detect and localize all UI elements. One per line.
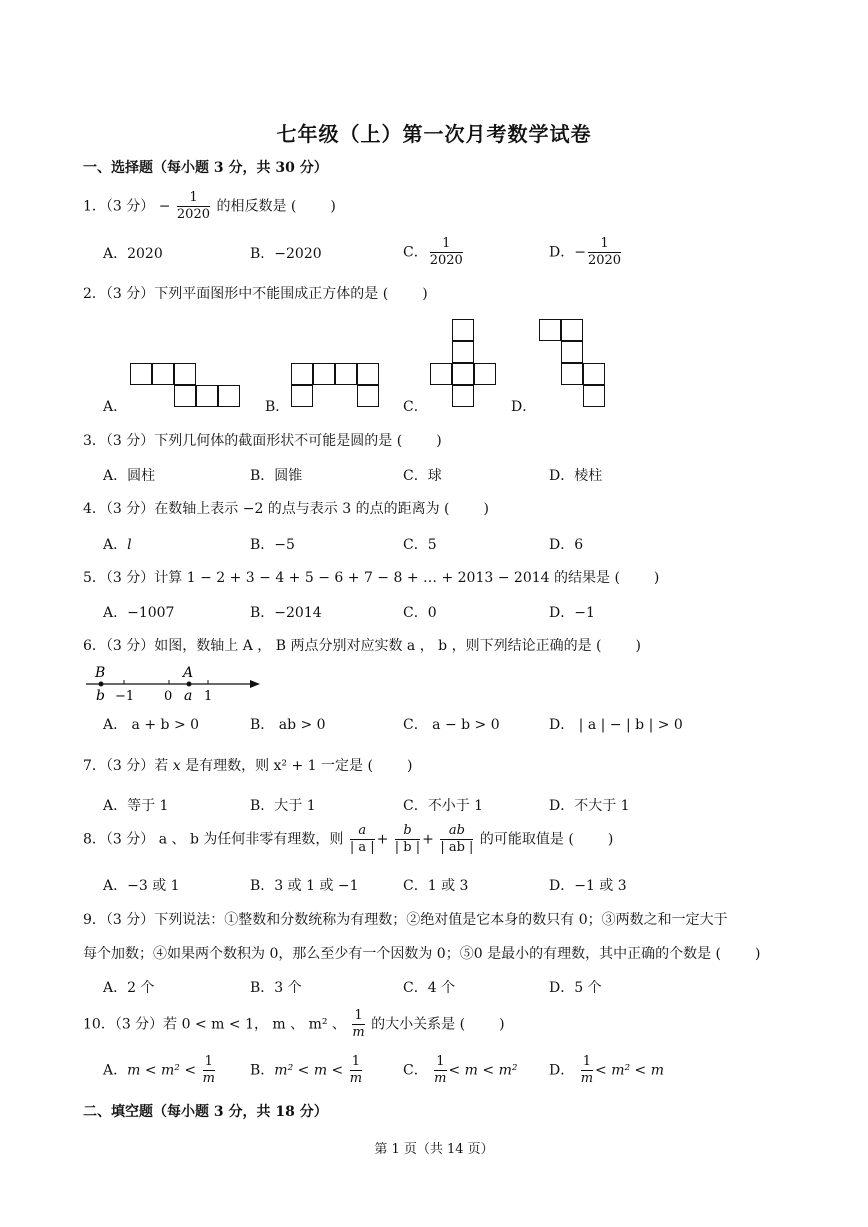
q6-option-a: A． a + b > 0	[103, 717, 200, 733]
q2-option-a: A．	[103, 399, 128, 415]
q6-option-b: B． ab > 0	[250, 717, 326, 733]
q1-option-c: C． $\frac{1}{2020}$	[403, 236, 463, 268]
question-7: 7．（3 分）若 x 是有理数，则 x² + 1 一定是 ( )	[83, 758, 413, 774]
minus-one-label: −1	[115, 689, 135, 704]
q7-option-d: D．不大于 1	[549, 798, 630, 814]
q5-option-b: B．−2014	[250, 605, 322, 621]
q10-option-a: A．m < m² < $\frac{1}{m}$	[103, 1054, 215, 1086]
q8-option-b: B．3 或 1 或 −1	[250, 878, 359, 894]
q6-option-c: C． a − b > 0	[403, 717, 500, 733]
q2-option-c: C．	[403, 399, 428, 415]
q4-option-c: C．5	[403, 537, 437, 553]
q1-text: 的相反数是 (	[216, 198, 297, 215]
q10-option-b: B．m² < m < $\frac{1}{m}$	[250, 1054, 363, 1086]
section-1-heading: 一、选择题（每小题 3 分，共 30 分）	[83, 160, 328, 176]
page-title: 七年级（上）第一次月考数学试卷	[276, 122, 592, 146]
point-a-label: A	[183, 665, 194, 681]
zero-label: 0	[164, 689, 173, 704]
question-9-line-2: 每个加数；④如果两个数积为 0，那么至少有一个因数为 0；⑤0 是最小的有理数，其中正确的个数是 ( )	[83, 946, 761, 962]
q2-option-d: D．	[511, 399, 537, 415]
question-3: 3．（3 分）下列几何体的截面形状不可能是圆的是 ( )	[83, 433, 442, 449]
q9-option-d: D．5 个	[549, 980, 602, 996]
q10-option-c: C． $\frac{1}{m}$ < m < m²	[403, 1054, 518, 1086]
one-label: 1	[204, 689, 213, 704]
section-2-heading: 二、填空题（每小题 3 分，共 18 分）	[83, 1104, 328, 1120]
q8-option-a: A．−3 或 1	[103, 878, 180, 894]
number-line-figure	[84, 662, 264, 706]
page-footer: 第 1 页（共 14 页）	[374, 1142, 494, 1157]
q1-option-a: A．2020	[103, 246, 163, 262]
q4-option-a: A．l	[103, 537, 132, 553]
q7-option-a: A．等于 1	[103, 798, 169, 814]
q3-option-d: D．棱柱	[549, 468, 603, 484]
q1-option-d: D．− $\frac{1}{2020}$	[549, 236, 622, 268]
q8-option-d: D．−1 或 3	[549, 878, 627, 894]
q10-option-d: D． $\frac{1}{m}$ < m² < m	[549, 1054, 664, 1086]
q7-option-b: B．大于 1	[250, 798, 316, 814]
b-label: b	[96, 688, 105, 704]
q3-option-b: B．圆锥	[250, 468, 303, 484]
q7-option-c: C．不小于 1	[403, 798, 484, 814]
question-8: 8．（3 分） a 、 b 为任何非零有理数，则 $\frac{a}{| a |}$ + $\frac{b}{| b |}$ + $\frac{ab}{| ab |}$ 的可能取值是 ( )	[83, 823, 614, 855]
q1-stem: 1．（3 分）	[83, 198, 155, 215]
point-b-label: B	[95, 665, 106, 681]
q2-option-b: B．	[265, 399, 290, 415]
q1-option-b: B．−2020	[250, 246, 322, 262]
q9-option-c: C．4 个	[403, 980, 456, 996]
a-label: a	[184, 688, 193, 704]
q8-option-c: C．1 或 3	[403, 878, 469, 894]
q4-option-d: D．6	[549, 537, 584, 553]
question-10: 10．（3 分）若 0 < m < 1， m 、 m² 、 $\frac{1}{m}$ 的大小关系是 ( )	[83, 1008, 505, 1040]
q9-option-a: A．2 个	[103, 980, 155, 996]
q3-option-a: A．圆柱	[103, 468, 156, 484]
q9-option-b: B．3 个	[250, 980, 302, 996]
question-2: 2．（3 分）下列平面图形中不能围成正方体的是 ( )	[83, 286, 428, 302]
q3-option-c: C．球	[403, 468, 442, 484]
q6-option-d: D． | a | − | b | > 0	[549, 717, 683, 733]
q5-option-a: A．−1007	[103, 605, 175, 621]
question-9-line-1: 9．（3 分）下列说法：①整数和分数统称为有理数；②绝对值是它本身的数只有 0；③两数之和一定大于	[83, 912, 728, 928]
q1-fraction: $\frac{1}{2020}$	[176, 190, 210, 222]
question-1: 1．（3 分） − $\frac{1}{2020}$ 的相反数是 ( )	[83, 190, 336, 222]
q1-minus: −	[158, 198, 171, 215]
question-4: 4．（3 分）在数轴上表示 −2 的点与表示 3 的点的距离为 ( )	[83, 501, 489, 517]
question-6: 6．（3 分）如图，数轴上 A ， B 两点分别对应实数 a ， b ，则下列结论正确的是 ( )	[83, 638, 641, 654]
question-5: 5．（3 分）计算 1 − 2 + 3 − 4 + 5 − 6 + 7 − 8 + … + 2013 − 2014 的结果是 ( )	[83, 570, 660, 586]
q4-option-b: B．−5	[250, 537, 295, 553]
q5-option-c: C．0	[403, 605, 437, 621]
q5-option-d: D．−1	[549, 605, 595, 621]
